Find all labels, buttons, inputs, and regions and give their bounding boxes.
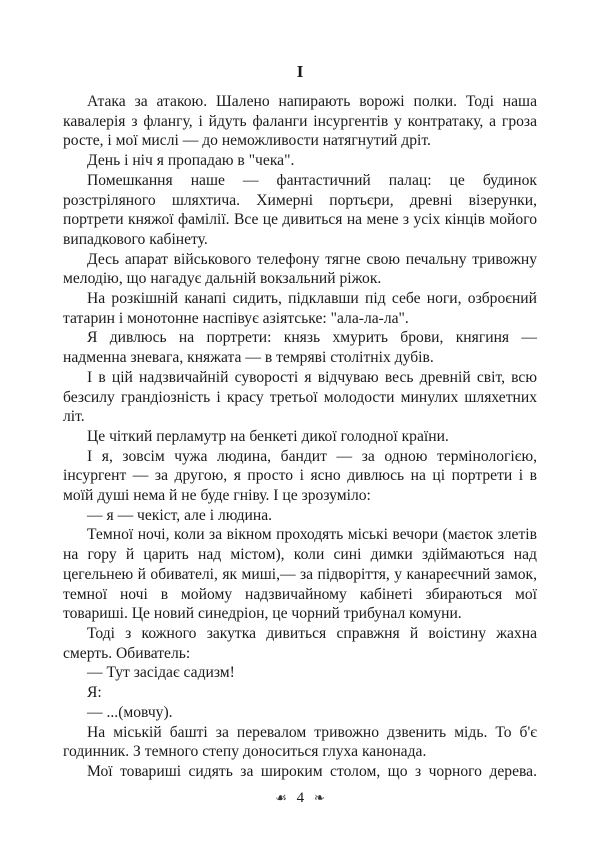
paragraph: Я дивлюсь на портрети: князь хмурить брови, княгиня — надменна зневага, княжата — в темряві столітніх дубів. (63, 329, 537, 367)
fleuron-right-icon: ❧ (313, 790, 325, 805)
paragraph: Мої товариші сидять за широким столом, що з чорного дерева. (87, 762, 537, 780)
paragraph: — ...(мовчу). (87, 703, 173, 721)
paragraph: День і ніч я пропадаю в "чека". (87, 152, 295, 170)
page-number: 4 (296, 790, 305, 806)
paragraph: Атака за атакою. Шалено напирають ворожі полки. Тоді наша кавалерія з флангу, і йдуть фаланги інсургентів у контратаку, а гроза росте, і мої мислі — до неможливости натягнутий дріт. (63, 93, 537, 150)
paragraph: Я: (87, 684, 102, 702)
paragraph: Помешкання наше — фантастичний палац: це будинок розстріляного шляхтича. Химерні портьєри, древні візерунки, портрети княжої фамілії. Все це дивиться на мене з усіх кінців мойого випадкового кабінету. (63, 171, 537, 248)
paragraph: І в цій надзвичайній суворості я відчуваю весь древній світ, всю безсилу грандіозність і красу третьої молодости минулих шляхетних літ. (63, 368, 537, 426)
paragraph: На міській башті за перевалом тривожно дзвенить мідь. То б'є годинник. З темного степу доноситься глуха канонада. (63, 723, 537, 761)
paragraph: Десь апарат військового телефону тягне свою печальну тривожну мелодію, що нагадує дальній вокзальний ріжок. (63, 250, 537, 288)
paragraph: І я, зовсім чужа людина, бандит — за одною термінологією, інсургент — за другою, я просто і ясно дивлюсь на ці портрети і в моїй душі нема й не буде гніву. І це зрозуміло: (63, 447, 537, 505)
body-text (63, 92, 537, 782)
chapter-title: I (296, 62, 304, 81)
fleuron-left-icon: ☙ (275, 790, 287, 805)
paragraph: — Тут засідає садизм! (87, 664, 235, 682)
paragraph: — я — чекіст, але і людина. (87, 506, 273, 524)
paragraph: Тоді з кожного закутка дивиться справжня й воістину жахна смерть. Обиватель: (63, 624, 537, 662)
paragraph: На розкішній канапі сидить, підклавши під себе ноги, озброєний татарин і монотонне наспівує азіятське: "ала-ла-ла". (63, 290, 537, 327)
page-footer (0, 790, 600, 807)
paragraph: Це чіткий перламутр на бенкеті дикої голодної країни. (87, 427, 449, 445)
paragraph: Темної ночі, коли за вікном проходять міські вечори (маєток злетів на гору й царить над містом), коли сині димки здіймаються над цегельнею й обивателі, як миші,— за підворіття, у канареєчний замок, темної ночі в мойому надзвичайному кабінеті збираються мої товариші. Це новий синедріон, це чорний трибунал комуни. (63, 526, 537, 623)
